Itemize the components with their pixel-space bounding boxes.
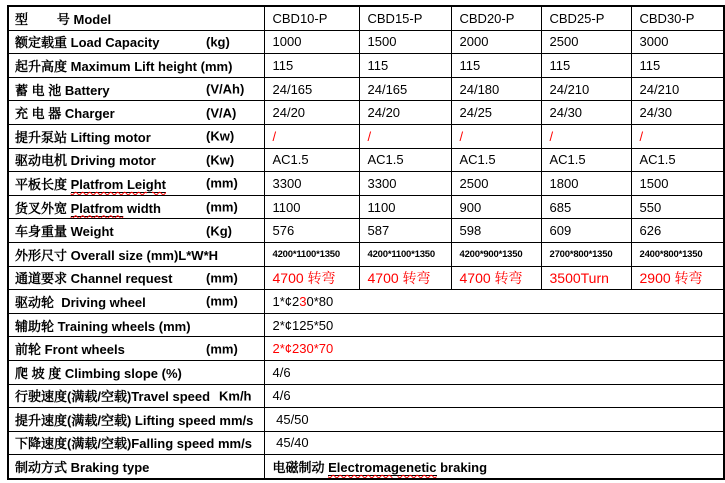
- value-cell: 24/165: [264, 77, 359, 101]
- label-en-misspelled: [71, 177, 166, 193]
- row-label-lifting-speed: [8, 408, 264, 432]
- value-cell: AC1.5: [451, 148, 541, 172]
- value-cell: 2000: [451, 30, 541, 54]
- label-cn: 前轮: [15, 342, 45, 358]
- label-cn: 通道要求: [15, 271, 71, 287]
- label-unit: (V/A): [206, 105, 237, 121]
- label-unit: (mm): [155, 318, 191, 334]
- value-cell: 4700 转弯: [359, 266, 451, 290]
- value-cell-merged: 2*¢230*70: [264, 337, 724, 361]
- row-label-platform-length: [8, 172, 264, 196]
- value-cell: 1500: [631, 172, 724, 196]
- value-part: 电磁制动: [272, 460, 329, 476]
- spellcheck-underline: Platfrom: [70, 200, 124, 216]
- model-header-cell: CBD30-P: [631, 6, 724, 30]
- row-label-falling-speed: [8, 431, 264, 455]
- value-cell: 626: [631, 219, 724, 243]
- value-cell: 685: [541, 195, 631, 219]
- spec-row-overall-size: [8, 242, 724, 266]
- label-unit: (mm): [206, 270, 238, 286]
- label-en-misspelled: [71, 201, 124, 217]
- label-unit: Km/h: [219, 388, 252, 404]
- label-unit: (Kg): [206, 223, 232, 239]
- label-en: Braking type: [70, 460, 150, 476]
- value-cell: 24/165: [359, 77, 451, 101]
- label-en: Model: [73, 11, 112, 27]
- value-misspelled: [328, 460, 436, 476]
- value-cell-merged: 2*¢125*50: [264, 313, 724, 337]
- value-cell: 2400*800*1350: [631, 242, 724, 266]
- value-cell: 24/30: [631, 101, 724, 125]
- value-cell: 1100: [359, 195, 451, 219]
- label-cn: 蓄 电 池: [15, 82, 65, 98]
- value-cell: AC1.5: [631, 148, 724, 172]
- value-cell-merged: [264, 455, 724, 479]
- label-en: Driving motor: [70, 153, 156, 169]
- value-cell: 576: [264, 219, 359, 243]
- value-cell: 3300: [264, 172, 359, 196]
- value-cell: /: [541, 124, 631, 148]
- row-label-climbing-slope: [8, 360, 264, 384]
- value-cell-merged: 4/6: [264, 384, 724, 408]
- spec-row-travel-speed: [8, 384, 724, 408]
- spec-row-driving-wheel: [8, 290, 724, 314]
- value-cell-merged: [264, 290, 724, 314]
- model-header-cell: CBD15-P: [359, 6, 451, 30]
- value-cell: 1000: [264, 30, 359, 54]
- value-cell-merged: 4/6: [264, 360, 724, 384]
- label-unit: (mm): [197, 58, 233, 74]
- label-unit: (mm): [206, 341, 238, 357]
- row-label-weight: [8, 219, 264, 243]
- label-unit: (V/Ah): [206, 81, 245, 97]
- label-cn: 平板长度: [15, 176, 71, 192]
- value-cell: /: [631, 124, 724, 148]
- label-cn: 下降速度(满载/空载): [15, 436, 132, 452]
- value-cell: 2500: [451, 172, 541, 196]
- spec-row-platform-width: [8, 195, 724, 219]
- value-cell: 2900 转弯: [631, 266, 724, 290]
- value-cell: 550: [631, 195, 724, 219]
- spec-row-falling-speed: [8, 431, 724, 455]
- value-cell: 115: [541, 54, 631, 78]
- value-cell: 24/210: [541, 77, 631, 101]
- label-unit: (mm): [206, 199, 238, 215]
- label-en: Falling speed: [131, 436, 215, 452]
- label-unit: mm/s: [214, 436, 252, 452]
- label-en: Battery: [64, 82, 110, 98]
- value-cell: 1100: [264, 195, 359, 219]
- model-header-cell: CBD10-P: [264, 6, 359, 30]
- value-cell: 609: [541, 219, 631, 243]
- label-cn: 行驶速度(满载/空载): [15, 389, 132, 405]
- value-cell: 115: [359, 54, 451, 78]
- label-unit: (Kw): [206, 128, 235, 144]
- spec-row-weight: [8, 219, 724, 243]
- label-cn: 充 电 器: [15, 106, 65, 122]
- label-cn: 起升高度: [15, 58, 71, 74]
- spec-row-training-wheels: [8, 313, 724, 337]
- label-en: Travel speed: [131, 389, 211, 405]
- value-cell: 3500Turn: [541, 266, 631, 290]
- value-cell: 24/20: [264, 101, 359, 125]
- row-label-battery: [8, 77, 264, 101]
- value-cell: 4200*1100*1350: [264, 242, 359, 266]
- value-part-red: 3: [299, 293, 307, 309]
- row-label-driving-wheel: [8, 290, 264, 314]
- label-en: Training wheels: [57, 318, 156, 334]
- value-cell: 1500: [359, 30, 451, 54]
- label-en: Overall size: [70, 247, 143, 263]
- row-label-travel-speed: [8, 384, 264, 408]
- row-label-front-wheels: [8, 337, 264, 361]
- label-en: Maximum Lift height: [70, 58, 198, 74]
- value-cell: 24/20: [359, 101, 451, 125]
- row-label-load-capacity: [8, 30, 264, 54]
- value-cell: 3300: [359, 172, 451, 196]
- value-cell: 1800: [541, 172, 631, 196]
- row-label-braking-type: [8, 455, 264, 479]
- spec-row-charger: [8, 101, 724, 125]
- value-cell: /: [451, 124, 541, 148]
- label-unit: mm/s: [215, 412, 254, 428]
- row-label-charger: [8, 101, 264, 125]
- label-en: Weight: [70, 224, 114, 240]
- spec-row-lift-height: [8, 54, 724, 78]
- spellcheck-underline: Platfrom Leight: [70, 176, 166, 192]
- label-en: Lifting speed: [134, 412, 216, 428]
- value-cell: AC1.5: [264, 148, 359, 172]
- value-cell: 2700*800*1350: [541, 242, 631, 266]
- label-unit: (Kw): [206, 152, 235, 168]
- spec-row-battery: [8, 77, 724, 101]
- value-cell: 115: [264, 54, 359, 78]
- label-en: Load Capacity: [70, 35, 160, 51]
- label-cn: 提升泵站: [15, 129, 71, 145]
- value-part: braking: [436, 460, 488, 476]
- label-cn: 制动方式: [15, 460, 71, 476]
- label-cn: 型 号: [15, 11, 74, 27]
- value-cell: 24/210: [631, 77, 724, 101]
- value-cell: AC1.5: [359, 148, 451, 172]
- value-cell: 4700 转弯: [264, 266, 359, 290]
- label-cn: 爬 坡 度: [15, 365, 65, 381]
- row-label-overall-size: [8, 242, 264, 266]
- label-en: Front wheels: [44, 342, 125, 358]
- value-cell: 115: [631, 54, 724, 78]
- value-cell: 2500: [541, 30, 631, 54]
- value-cell-merged: 45/50: [264, 408, 724, 432]
- value-cell: 587: [359, 219, 451, 243]
- label-en: Channel request: [70, 271, 173, 287]
- value-cell: 24/25: [451, 101, 541, 125]
- spec-row-driving-motor: [8, 148, 724, 172]
- label-unit: (mm): [206, 175, 238, 191]
- spec-row-model: [8, 6, 724, 30]
- value-part: 1*¢2: [272, 293, 300, 309]
- value-part: 0*80: [306, 293, 334, 309]
- row-label-model: [8, 6, 264, 30]
- spec-table: [7, 5, 725, 480]
- value-cell: /: [359, 124, 451, 148]
- row-label-driving-motor: [8, 148, 264, 172]
- label-en: Driving wheel: [61, 294, 146, 310]
- row-label-platform-width: [8, 195, 264, 219]
- value-cell: 4200*900*1350: [451, 242, 541, 266]
- spellcheck-underline: Electromagenetic: [328, 460, 437, 476]
- value-cell: 900: [451, 195, 541, 219]
- label-en: Lifting motor: [70, 129, 151, 145]
- spec-row-front-wheels: [8, 337, 724, 361]
- value-cell-merged: 45/40: [264, 431, 724, 455]
- label-cn: 货叉外宽: [15, 200, 71, 216]
- spec-row-lifting-motor: [8, 124, 724, 148]
- label-cn: 提升速度(满载/空载): [15, 412, 135, 428]
- label-unit: (mm)L*W*H: [142, 247, 219, 263]
- row-label-channel-request: [8, 266, 264, 290]
- value-cell: 3000: [631, 30, 724, 54]
- row-label-lift-height: [8, 54, 264, 78]
- label-unit: (mm): [206, 293, 238, 309]
- label-unit: (%): [158, 365, 182, 381]
- value-cell: 598: [451, 219, 541, 243]
- spec-row-channel-request: [8, 266, 724, 290]
- label-en: Charger: [64, 106, 115, 122]
- row-label-training-wheels: [8, 313, 264, 337]
- value-cell: 4700 转弯: [451, 266, 541, 290]
- label-en: Climbing slope: [64, 365, 159, 381]
- row-label-lifting-motor: [8, 124, 264, 148]
- spec-row-load-capacity: [8, 30, 724, 54]
- value-cell: 115: [451, 54, 541, 78]
- label-cn: 外形尺寸: [15, 247, 71, 263]
- spec-row-lifting-speed: [8, 408, 724, 432]
- value-cell: AC1.5: [541, 148, 631, 172]
- label-cn: 驱动电机: [15, 153, 71, 169]
- label-cn: 车身重量: [15, 224, 71, 240]
- label-en: width: [123, 200, 161, 216]
- spec-row-climbing-slope: [8, 360, 724, 384]
- value-cell: 24/180: [451, 77, 541, 101]
- model-header-cell: CBD25-P: [541, 6, 631, 30]
- value-cell: /: [264, 124, 359, 148]
- label-cn: 辅助轮: [15, 318, 58, 334]
- model-header-cell: CBD20-P: [451, 6, 541, 30]
- label-unit: (kg): [206, 34, 230, 50]
- spec-row-braking-type: [8, 455, 724, 479]
- value-cell: 4200*1100*1350: [359, 242, 451, 266]
- value-cell: 24/30: [541, 101, 631, 125]
- label-cn: 驱动轮: [15, 294, 62, 310]
- spec-row-platform-length: [8, 172, 724, 196]
- label-cn: 额定载重: [15, 35, 71, 51]
